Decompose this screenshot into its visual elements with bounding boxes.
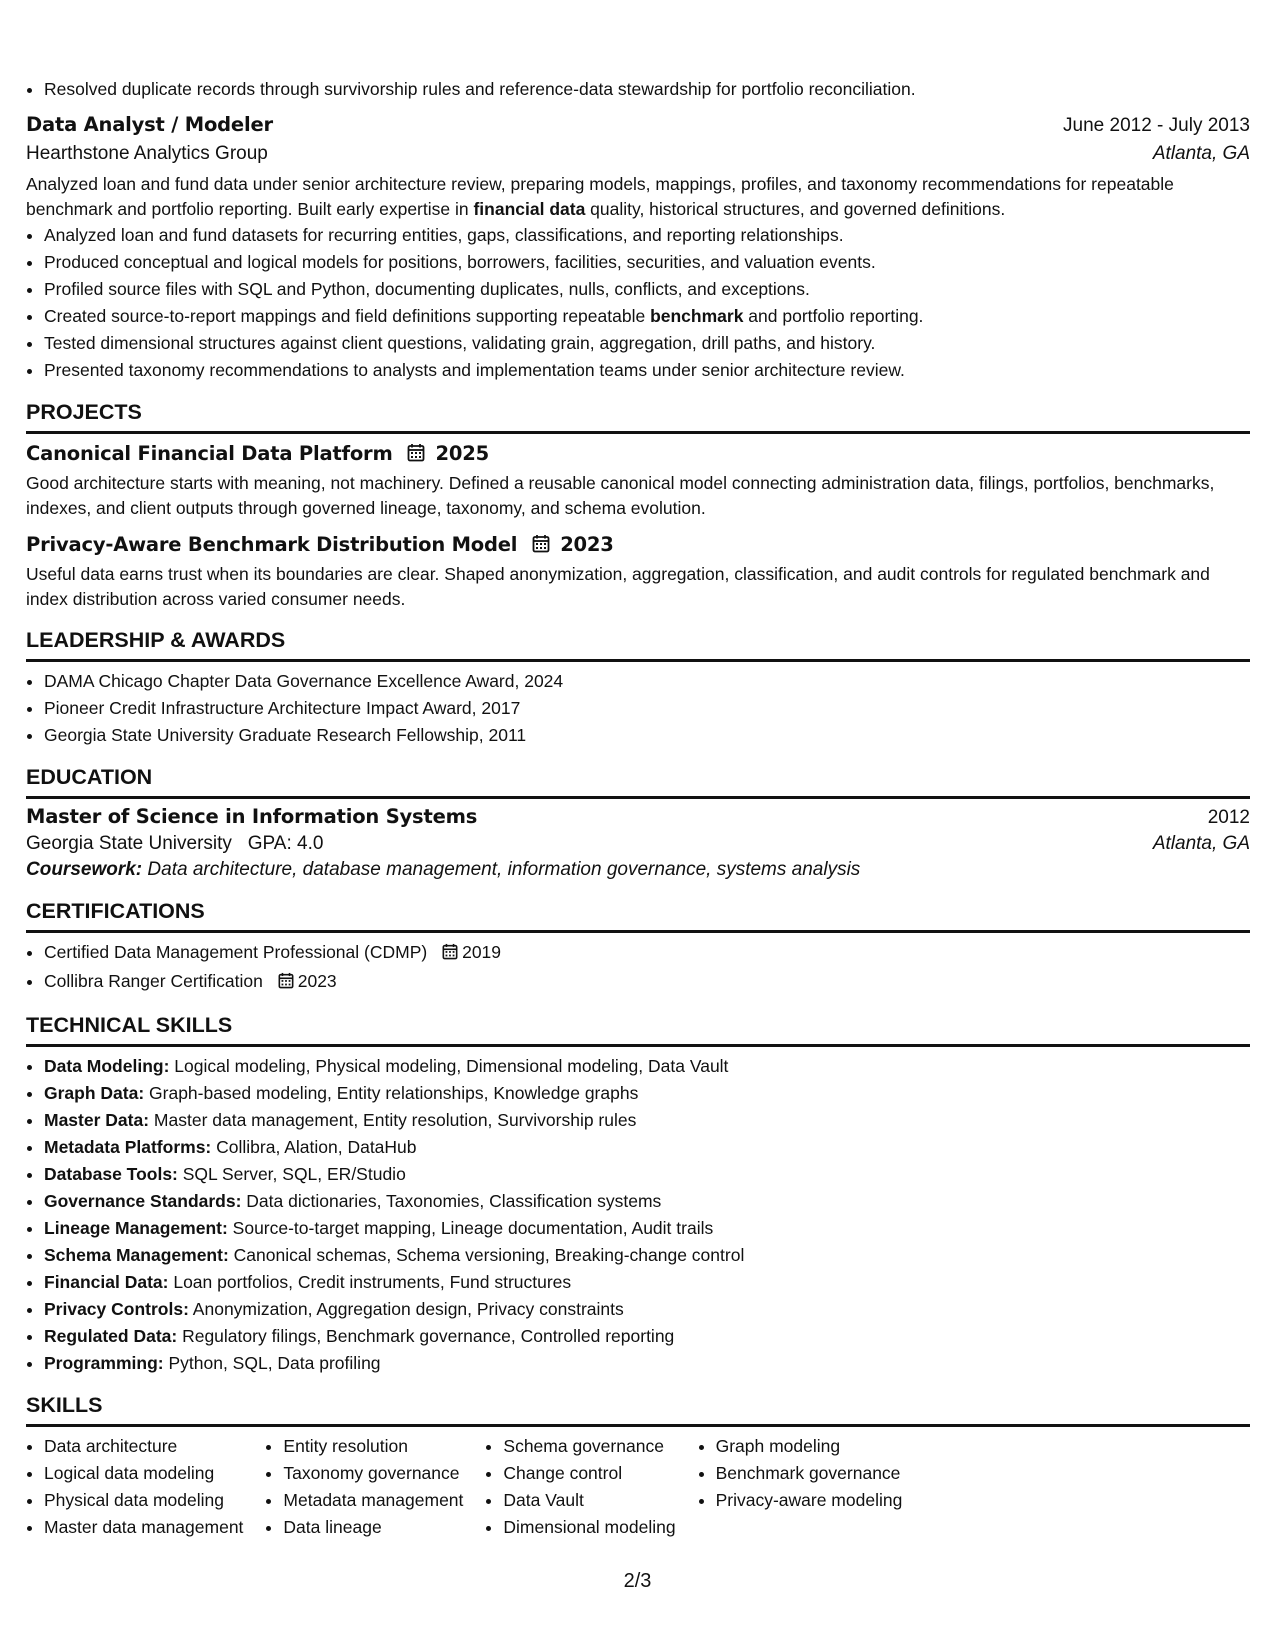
list-item: • Data Modeling: Logical modeling, Physical modeling, Dimensional modeling, Data Vault (44, 1053, 1250, 1080)
calendar-icon (278, 970, 294, 997)
section-heading: CERTIFICATIONS (26, 899, 1250, 933)
list-item: • Graph Data: Graph-based modeling, Entity relationships, Knowledge graphs (44, 1080, 1250, 1107)
resume-page (26, 76, 1250, 1541)
section-heading: LEADERSHIP & AWARDS (26, 628, 1250, 662)
coursework-label: Coursework: (26, 859, 143, 880)
calendar-icon (532, 534, 550, 558)
list-item: • Schema Management: Canonical schemas, Schema versioning, Breaking-change control (44, 1242, 1250, 1269)
list-item: • Financial Data: Loan portfolios, Credit instruments, Fund structures (44, 1269, 1250, 1296)
skills-column (265, 1433, 463, 1541)
list-item: • Presented taxonomy recommendations to analysts and implementation teams under senior architecture review. (44, 357, 1250, 384)
list-item: • Data lineage (283, 1514, 463, 1541)
list-item: • Master Data: Master data management, Entity resolution, Survivorship rules (44, 1107, 1250, 1134)
list-item: • Data architecture (44, 1433, 243, 1460)
project-description: Good architecture starts with meaning, not machinery. Defined a reusable canonical model connecting administration data, filings, portfolios, benchmarks, indexes, and client outputs through governed lineage, taxonomy, and schema evolution. (26, 473, 1215, 518)
project-year: 2025 (435, 442, 489, 465)
awards-section (26, 628, 1250, 749)
list-item: • Change control (503, 1460, 675, 1487)
job-bullets (26, 222, 1250, 384)
project-year: 2023 (560, 533, 614, 556)
school-location: Atlanta, GA (1152, 833, 1250, 854)
list-item: • Schema governance (503, 1433, 675, 1460)
carryover-list (26, 76, 1250, 103)
project-title: Privacy-Aware Benchmark Distribution Model (26, 533, 518, 556)
list-item: • DAMA Chicago Chapter Data Governance Excellence Award, 2024 (44, 668, 1250, 695)
list-item: • Profiled source files with SQL and Python, documenting duplicates, nulls, conflicts, and exceptions. (44, 276, 1250, 303)
list-item: • Database Tools: SQL Server, SQL, ER/Studio (44, 1161, 1250, 1188)
list-item: • Certified Data Management Professional (CDMP) 2019 (44, 939, 1250, 968)
awards-list (26, 668, 1250, 749)
list-item: • Collibra Ranger Certification 2023 (44, 968, 1250, 997)
education-section (26, 765, 1250, 881)
job-dates: June 2012 - July 2013 (1063, 115, 1250, 136)
degree-title: Master of Science in Information Systems (26, 805, 478, 828)
list-item: • Privacy-aware modeling (716, 1487, 903, 1514)
list-item: • Benchmark governance (716, 1460, 903, 1487)
skills-grid (26, 1427, 1250, 1541)
list-item: • Lineage Management: Source-to-target mapping, Lineage documentation, Audit trails (44, 1215, 1250, 1242)
calendar-icon (442, 941, 458, 968)
certifications-section (26, 899, 1250, 997)
section-heading: PROJECTS (26, 400, 1250, 434)
list-item: • Resolved duplicate records through survivorship rules and reference-data stewardship for portfolio reconciliation. (44, 76, 1250, 103)
list-item: • Georgia State University Graduate Research Fellowship, 2011 (44, 722, 1250, 749)
calendar-icon (407, 443, 425, 467)
project-item (26, 442, 1250, 521)
section-heading: TECHNICAL SKILLS (26, 1013, 1250, 1047)
list-item: • Metadata Platforms: Collibra, Alation, DataHub (44, 1134, 1250, 1161)
list-item: • Dimensional modeling (503, 1514, 675, 1541)
project-description: Useful data earns trust when its boundaries are clear. Shaped anonymization, aggregation, classification, and audit controls for regulated benchmark and index distribution across varied consumer needs. (26, 564, 1210, 609)
project-item (26, 533, 1250, 612)
list-item: • Master data management (44, 1514, 243, 1541)
school-gpa: Georgia State University GPA: 4.0 (26, 833, 324, 854)
coursework: Coursework: Data architecture, database management, information governance, systems analysis (26, 859, 861, 880)
list-item: • Governance Standards: Data dictionaries, Taxonomies, Classification systems (44, 1188, 1250, 1215)
job-title: Data Analyst / Modeler (26, 113, 273, 136)
list-item: • Privacy Controls: Anonymization, Aggregation design, Privacy constraints (44, 1296, 1250, 1323)
section-heading: SKILLS (26, 1393, 1250, 1427)
job-entry (26, 113, 1250, 384)
degree-year: 2012 (1207, 807, 1250, 828)
company-name: Hearthstone Analytics Group (26, 143, 268, 164)
cert-list (26, 939, 1250, 997)
list-item: • Physical data modeling (44, 1487, 243, 1514)
list-item: • Programming: Python, SQL, Data profiling (44, 1350, 1250, 1377)
technical-skills-list (26, 1053, 1250, 1377)
list-item: • Entity resolution (283, 1433, 463, 1460)
list-item: • Tested dimensional structures against client questions, validating grain, aggregation, drill paths, and history. (44, 330, 1250, 357)
skills-section (26, 1393, 1250, 1541)
list-item: • Metadata management (283, 1487, 463, 1514)
technical-skills-section (26, 1013, 1250, 1377)
list-item: • Produced conceptual and logical models for positions, borrowers, facilities, securities, and valuation events. (44, 249, 1250, 276)
list-item: • Taxonomy governance (283, 1460, 463, 1487)
list-item: • Created source-to-report mappings and field definitions supporting repeatable benchmark and portfolio reporting. (44, 303, 1250, 330)
skills-column (698, 1433, 903, 1541)
list-item: • Graph modeling (716, 1433, 903, 1460)
job-summary: Analyzed loan and fund data under senior architecture review, preparing models, mappings, profiles, and taxonomy recommendations for repeatable benchmark and portfolio reporting. Built early expertise in financial data quality, historical structures, and governed definitions. (26, 174, 1174, 219)
project-title: Canonical Financial Data Platform (26, 442, 393, 465)
section-heading: EDUCATION (26, 765, 1250, 799)
list-item: • Logical data modeling (44, 1460, 243, 1487)
job-location: Atlanta, GA (1152, 143, 1250, 164)
projects-section (26, 400, 1250, 612)
page-number: 2/3 (623, 1570, 652, 1592)
skills-column (26, 1433, 243, 1541)
list-item: • Analyzed loan and fund datasets for recurring entities, gaps, classifications, and reporting relationships. (44, 222, 1250, 249)
skills-column (485, 1433, 675, 1541)
list-item: • Regulated Data: Regulatory filings, Benchmark governance, Controlled reporting (44, 1323, 1250, 1350)
list-item: • Pioneer Credit Infrastructure Architecture Impact Award, 2017 (44, 695, 1250, 722)
list-item: • Data Vault (503, 1487, 675, 1514)
